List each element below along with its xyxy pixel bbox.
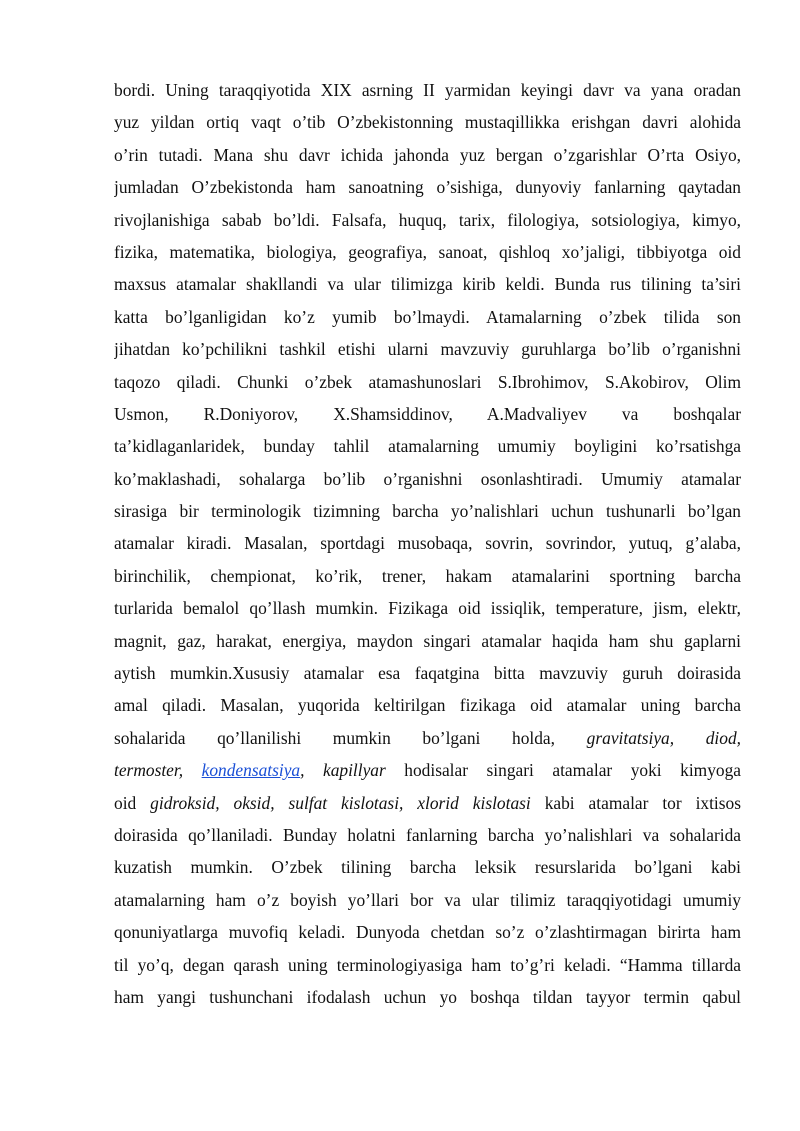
- text-line: o’rin tutadi. Mana shu davr ichida jahonda yuz bergan o’zgarishlar O’rta Osiyo,: [114, 144, 741, 165]
- text-line: birinchilik, chempionat, ko’rik, trener, hakam atamalarini sportning barcha: [114, 565, 741, 586]
- text-line: kuzatish mumkin. O’zbek tilining barcha leksik resurslarida bo’lgani kabi: [114, 857, 741, 878]
- text-line: amal qiladi. Masalan, yuqorida keltirilgan fizikaga oid atamalar uning barcha: [114, 695, 741, 716]
- text-line: turlarida bemalol qo’llash mumkin. Fizikaga oid issiqlik, temperature, jism, elektr,: [114, 598, 741, 619]
- text-line: atamalarning ham o’z boyish yo’llari bor va ular tilimiz taraqqiyotidagi umumiy: [114, 889, 741, 910]
- text-line: ham yangi tushunchani ifodalash uchun yo boshqa tildan tayyor termin qabul: [114, 986, 741, 1007]
- text-line-mixed: [114, 722, 741, 754]
- text-line: maxsus atamalar shakllandi va ular tilimizga kirib keldi. Bunda rus tilining ta’siri: [114, 274, 741, 295]
- text-line: qonuniyatlarga muvofiq keladi. Dunyoda chetdan so’z o’zlashtirmagan birirta ham: [114, 922, 741, 943]
- text-line-mixed: [114, 754, 741, 786]
- italic-terms: gidroksid, oksid, sulfat kislotasi, xlorid kislotasi: [150, 792, 531, 813]
- italic-terms: gravitatsiya, diod,: [586, 727, 741, 748]
- text-line: til yo’q, degan qarash uning terminologiyasiga ham to’g’ri keladi. “Hamma tillarda: [114, 954, 741, 975]
- text-line: bordi. Uning taraqqiyotida XIX asrning II yarmidan keyingi davr va yana oradan: [114, 80, 741, 100]
- line-text: oid: [114, 792, 137, 813]
- text-line: taqozo qiladi. Chunki o’zbek atamashunoslari S.Ibrohimov, S.Akobirov, Olim: [114, 371, 741, 392]
- text-line: magnit, gaz, harakat, energiya, maydon singari atamalar haqida ham shu gaplarni: [114, 630, 741, 651]
- italic-term: termoster,: [114, 760, 184, 781]
- text-line: atamalar kiradi. Masalan, sportdagi musobaqa, sovrin, sovrindor, yutuq, g’alaba,: [114, 533, 741, 554]
- line-text: sohalarida qo’llanilishi mumkin bo’lgani holda,: [114, 727, 555, 748]
- text-line: jihatdan ko’pchilikni tashkil etishi ularni mavzuviy guruhlarga bo’lib o’rganishni: [114, 339, 741, 360]
- kondensatsiya-link[interactable]: kondensatsiya: [201, 760, 301, 781]
- text-line: jumladan O’zbekistonda ham sanoatning o’sishiga, dunyoviy fanlarning qaytadan: [114, 177, 741, 198]
- line-text: hodisalar singari atamalar yoki kimyoga: [404, 760, 741, 781]
- line-text: kabi atamalar tor ixtisos: [544, 792, 741, 813]
- text-line: doirasida qo’llaniladi. Bunday holatni fanlarning barcha yo’nalishlari va sohalarida: [114, 824, 741, 845]
- text-line-mixed: [114, 787, 741, 819]
- text-line: aytish mumkin.Xususiy atamalar esa faqatgina bitta mavzuviy guruh doirasida: [114, 663, 741, 684]
- text-line: Usmon, R.Doniyorov, X.Shamsiddinov, A.Madvaliyev va boshqalar: [114, 403, 741, 424]
- text-line: ko’maklashadi, sohalarga bo’lib o’rganishni osonlashtiradi. Umumiy atamalar: [114, 468, 741, 489]
- text-line: katta bo’lganligidan ko’z yumib bo’lmaydi. Atamalarning o’zbek tilida son: [114, 306, 741, 327]
- text-line: rivojlanishiga sabab bo’ldi. Falsafa, huquq, tarix, filologiya, sotsiologiya, kimyo,: [114, 209, 741, 230]
- document-body: [114, 74, 741, 1013]
- italic-term: , kapillyar: [300, 760, 386, 781]
- text-line: ta’kidlaganlaridek, bunday tahlil atamalarning umumiy boyligini ko’rsatishga: [114, 436, 741, 457]
- text-line: sirasiga bir terminologik tizimning barcha yo’nalishlari uchun tushunarli bo’lgan: [114, 501, 741, 522]
- text-line: yuz yildan ortiq vaqt o’tib O’zbekistonning mustaqillikka erishgan davri alohida: [114, 112, 741, 133]
- text-line: fizika, matematika, biologiya, geografiya, sanoat, qishloq xo’jaligi, tibbiyotga oid: [114, 241, 741, 262]
